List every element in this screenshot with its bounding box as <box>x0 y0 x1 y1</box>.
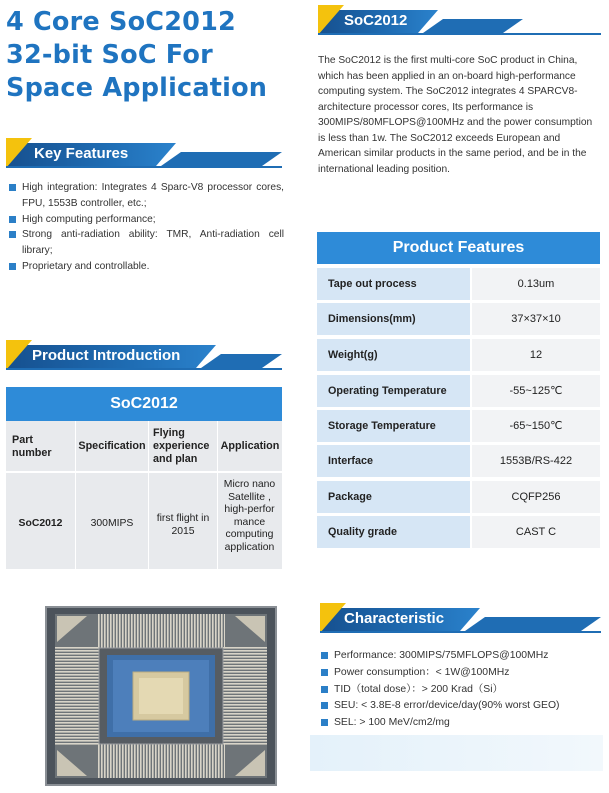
soc-section-title: SoC2012 <box>344 12 408 29</box>
feature-label: Storage Temperature <box>317 410 470 442</box>
table-row <box>317 303 600 335</box>
feature-value: CAST C <box>472 516 600 548</box>
header-accent-triangle <box>6 138 32 168</box>
key-features-header <box>6 138 282 168</box>
table-title: SoC2012 <box>6 387 282 421</box>
table-row <box>317 445 600 477</box>
list-item: High integration: Integrates 4 Sparc-V8 processor cores, FPU, 1553B controller, etc.; <box>9 180 284 212</box>
characteristic-title: Characteristic <box>344 610 445 627</box>
product-introduction-table <box>6 387 282 569</box>
list-item: SEL: > 100 MeV/cm2/mg <box>321 715 601 732</box>
column-header-part-number: Part number <box>12 434 52 459</box>
feature-label: Dimensions(mm) <box>317 303 470 335</box>
feature-value: CQFP256 <box>472 481 600 513</box>
chip-image <box>47 608 275 784</box>
table-row <box>317 268 600 300</box>
list-item: High computing performance; <box>9 212 284 228</box>
feature-value: 37×37×10 <box>472 303 600 335</box>
list-item: TID（total dose）：> 200 Krad（Si） <box>321 682 601 699</box>
list-item: Proprietary and controllable. <box>9 259 284 275</box>
header-accent-triangle <box>320 603 346 633</box>
table-cell-specification: 300MIPS <box>90 518 134 529</box>
feature-value: 0.13um <box>472 268 600 300</box>
chip-photo <box>45 606 277 786</box>
feature-value: 12 <box>472 339 600 371</box>
key-features-list <box>9 180 284 275</box>
feature-label: Tape out process <box>317 268 470 300</box>
list-item: Strong anti-radiation ability: TMR, Anti-radiation cell library; <box>9 227 284 259</box>
decorative-band <box>310 735 603 771</box>
soc-description: The SoC2012 is the first multi-core SoC product in China, which has been applied in an on-board high-performance computing system. The SoC2012 integrates 4 SPARCV8-architecture processor cores, Its performance is 300MIPS/80MFLOPS@100MHz and the power consumption is less than 1w. The SoC2012 exceeds European and American similar products in the same period, and be in the international leading position. <box>318 55 593 175</box>
header-accent-triangle <box>318 5 344 35</box>
table-cell-flying-experience: first flight in 2015 <box>156 513 210 537</box>
column-header-flying-experience: Flying experience and plan <box>153 427 210 465</box>
column-header-specification: Specification <box>78 440 146 452</box>
feature-label: Interface <box>317 445 470 477</box>
feature-label: Weight(g) <box>317 339 470 371</box>
list-item: SEU: < 3.8E-8 error/device/day(90% worst GEO) <box>321 698 601 715</box>
soc-section-header <box>318 5 601 35</box>
product-features-title: Product Features <box>317 232 600 264</box>
list-item: Power consumption：< 1W@100MHz <box>321 665 601 682</box>
product-introduction-title: Product Introduction <box>32 347 181 364</box>
feature-value: -55~125℃ <box>472 375 600 407</box>
characteristic-list <box>321 648 601 732</box>
table-row <box>317 410 600 442</box>
table-cell-part-number: SoC2012 <box>18 518 63 529</box>
table-row <box>317 375 600 407</box>
feature-label: Operating Temperature <box>317 375 470 407</box>
product-introduction-header <box>6 340 282 370</box>
feature-value: -65~150℃ <box>472 410 600 442</box>
feature-value: 1553B/RS-422 <box>472 445 600 477</box>
page-title <box>6 6 296 105</box>
characteristic-header <box>320 603 601 633</box>
feature-label: Package <box>317 481 470 513</box>
key-features-title: Key Features <box>34 145 129 162</box>
table-cell-application: Micro nano Satellite , high-perfor mance computing application <box>223 479 276 553</box>
title-line-2: 32-bit SoC For <box>6 40 213 70</box>
table-row <box>317 481 600 513</box>
title-line-3: Space Application <box>6 73 268 103</box>
table-row <box>317 339 600 371</box>
column-header-application: Application <box>220 440 280 452</box>
list-item: Performance: 300MIPS/75MFLOPS@100MHz <box>321 648 601 665</box>
title-line-1: 4 Core SoC2012 <box>6 7 236 37</box>
table-row <box>317 516 600 548</box>
feature-label: Quality grade <box>317 516 470 548</box>
header-accent-triangle <box>6 340 32 370</box>
